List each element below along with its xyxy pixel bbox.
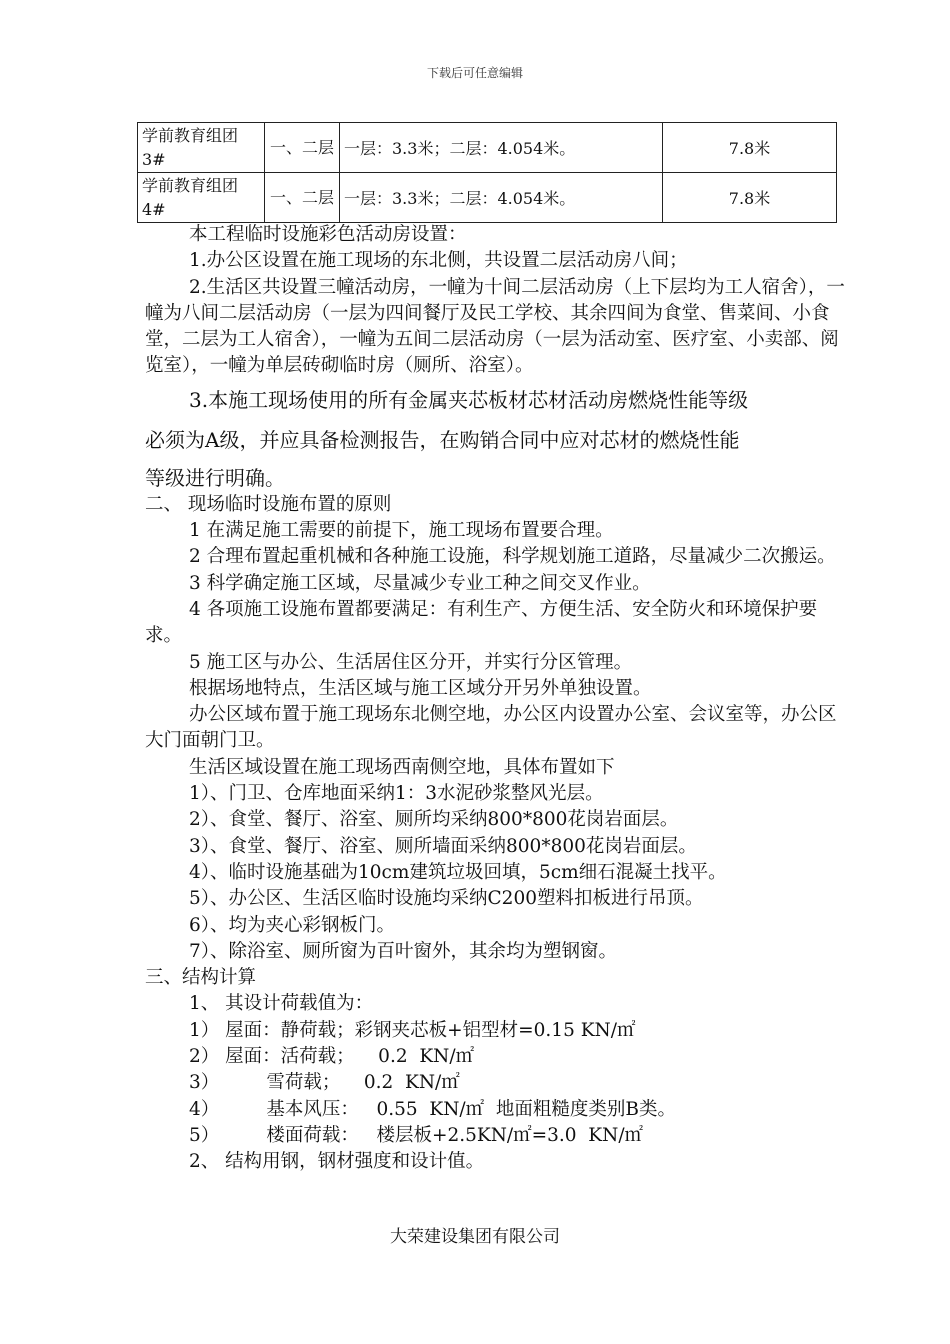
- table-cell-floors: 一、二层: [265, 123, 340, 173]
- table-cell-floors: 一、二层: [265, 173, 340, 223]
- layout-paragraph: 生活区域设置在施工现场西南侧空地，具体布置如下: [189, 756, 615, 778]
- load-item: 1、 其设计荷载值为：: [189, 993, 374, 1015]
- principle-item: 4 各项施工设施布置都要满足：有利生产、方便生活、安全防火和环境保护要求。: [145, 598, 818, 647]
- steel-item: 2、 结构用钢，钢材强度和设计值。: [189, 1151, 485, 1173]
- page-footer-company: 大荣建设集团有限公司: [390, 1227, 560, 1247]
- principle-item: 5 施工区与办公、生活居住区分开，并实行分区管理。: [189, 651, 633, 673]
- floor-height-table: [137, 122, 837, 223]
- load-item: 3） 雪荷载； 0.2 KN/㎡: [189, 1072, 460, 1094]
- layout-paragraph: 根据场地特点，生活区域与施工区域分开另外单独设置。: [189, 677, 652, 699]
- load-item: 2） 屋面：活荷载； 0.2 KN/㎡: [189, 1046, 475, 1068]
- intro-paragraph: 本工程临时设施彩色活动房设置：: [189, 224, 467, 245]
- document-body: [145, 222, 845, 1176]
- table-row: [138, 123, 837, 173]
- table-cell-floor-heights: 一层：3.3米；二层：4.054米。: [340, 123, 663, 173]
- table-row: [138, 173, 837, 223]
- load-item: 4） 基本风压： 0.55 KN/㎡ 地面粗糙度类别B类。: [189, 1098, 677, 1120]
- table-cell-floor-heights: 一层：3.3米；二层：4.054米。: [340, 173, 663, 223]
- principle-item: 3 科学确定施工区域，尽量减少专业工种之间交叉作业。: [189, 572, 651, 594]
- table-cell-total-height: 7.8米: [663, 123, 837, 173]
- layout-list-item: 5）、办公区、生活区临时设施均采纳C200塑料扣板进行吊顶。: [189, 888, 704, 910]
- office-area-paragraph: 1.办公区设置在施工现场的东北侧，共设置二层活动房八间；: [189, 250, 688, 272]
- layout-list-item: 2）、食堂、餐厅、浴室、厕所均采纳800*800花岗岩面层。: [189, 809, 679, 831]
- load-item: 1） 屋面：静荷载；彩钢夹芯板+铝型材=0.15 KN/㎡: [189, 1019, 636, 1041]
- table-cell-total-height: 7.8米: [663, 173, 837, 223]
- fire-rating-line-3: 等级进行明确。: [145, 465, 285, 490]
- living-area-paragraph: 2.生活区共设置三幢活动房，一幢为十间二层活动房（上下层均为工人宿舍），一幢为八间二层活动房（一层为四间餐厅及民工学校、其余四间为食堂、售菜间、小食堂，二层为工人宿舍），一幢为五间二层活动房（一层为活动室、医疗室、小卖部、阅览室），一幢为单层砖砌临时房（厕所、浴室）。: [145, 276, 845, 377]
- layout-list-item: 7）、除浴室、厕所窗为百叶窗外，其余均为塑钢窗。: [189, 940, 618, 962]
- table-cell-building: 学前教育组团4#: [138, 173, 265, 223]
- fire-rating-line-2: 必须为A级，并应具备检测报告，在购销合同中应对芯材的燃烧性能: [145, 427, 740, 452]
- layout-list-item: 1）、门卫、仓库地面采纳1：3水泥砂浆整风光层。: [189, 783, 604, 805]
- section-2-heading: 二、 现场临时设施布置的原则: [145, 493, 392, 515]
- principle-item: 2 合理布置起重机械和各种施工设施，科学规划施工道路，尽量减少二次搬运。: [189, 546, 836, 568]
- fire-rating-line-1: 3.本施工现场使用的所有金属夹芯板材芯材活动房燃烧性能等级: [189, 387, 749, 412]
- layout-paragraph: 办公区域布置于施工现场东北侧空地，办公区内设置办公室、会议室等，办公区大门面朝门卫。: [145, 704, 837, 752]
- layout-list-item: 6）、均为夹心彩钢板门。: [189, 914, 396, 936]
- layout-list-item: 4）、临时设施基础为10cm建筑垃圾回填，5cm细石混凝土找平。: [189, 861, 727, 883]
- load-item: 5） 楼面荷载： 楼层板+2.5KN/㎡=3.0 KN/㎡: [189, 1124, 644, 1146]
- principle-item: 1 在满足施工需要的前提下，施工现场布置要合理。: [189, 520, 614, 542]
- page-header: 下载后可任意编辑: [426, 66, 523, 80]
- section-3-heading: 三、结构计算: [145, 967, 257, 989]
- table-cell-building: 学前教育组团3#: [138, 123, 265, 173]
- layout-list-item: 3）、食堂、餐厅、浴室、厕所墙面采纳800*800花岗岩面层。: [189, 835, 697, 857]
